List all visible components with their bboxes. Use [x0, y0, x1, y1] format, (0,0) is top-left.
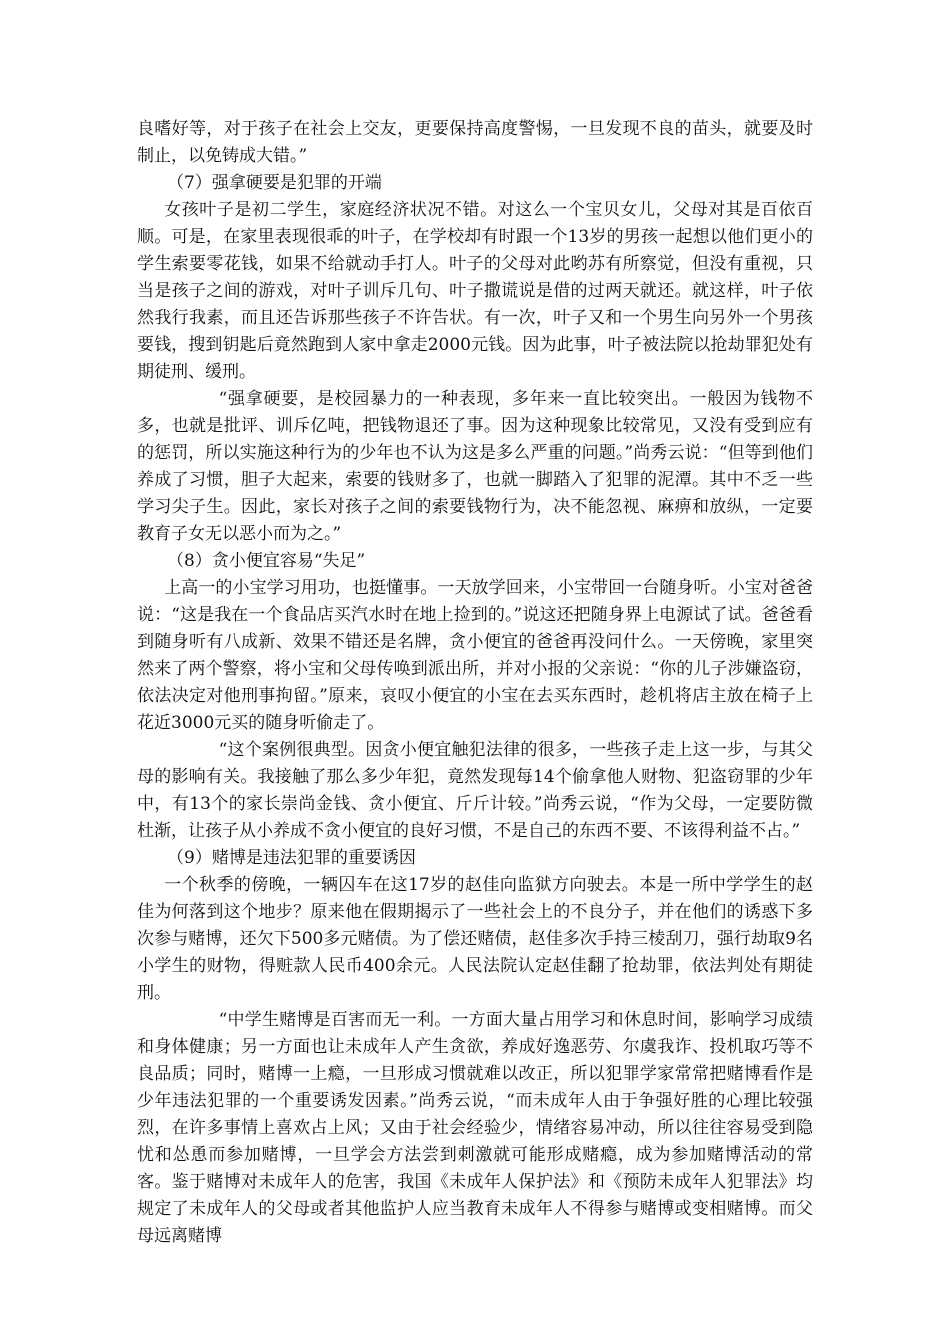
paragraph-4: 上高一的小宝学习用功，也挺懂事。一天放学回来，小宝带回一台随身听。小宝对爸爸说：“这是我在一个食品店买汽水时在地上捡到的。”说这还把随身界上电源试了试。爸爸看到随身听有八成新、效果不错还是名牌，贪小便宜的爸爸再没问什么。一天傍晚，家里突然来了两个警察，将小宝和父母传唤到派出所，并对小报的父亲说：“你的儿子涉嫌盗窃，依法决定对他刑事拘留。”原来，哀叹小便宜的小宝在去买东西时，趁机将店主放在椅子上花近3000元买的随身听偷走了。	[137, 578, 813, 733]
paragraph-3: “强拿硬要，是校园暴力的一种表现，多年来一直比较突出。一般因为钱物不多，也就是批评、训斥亿吨，把钱物退还了事。因为这种现象比较常见，又没有受到应有的惩罚，所以实施这种行为的少年也不认为这是多么严重的问题。”尚秀云说：“但等到他们养成了习惯，胆子大起来，索要的钱财多了，也就一脚踏入了犯罪的泥潭。其中不乏一些学习尖子生。因此，家长对孩子之间的索要钱物行为，决不能忽视、麻痹和放纵，一定要教育子女无以恶小而为之。”	[137, 389, 813, 544]
paragraph-2: 女孩叶子是初二学生，家庭经济状况不错。对这么一个宝贝女儿，父母对其是百依百顺。可是，在家里表现很乖的叶子，在学校却有时跟一个13岁的男孩一起想以他们更小的学生索要零花钱，如果不给就动手打人。叶子的父母对此哟苏有所察觉，但没有重视，只当是孩子之间的游戏，对叶子训斥几句、叶子撒谎说是借的过两天就还。就这样，叶子依然我行我素，而且还告诉那些孩子不许告状。有一次，叶子又和一个男生向另外一个男孩要钱，搜到钥匙后竟然跑到人家中拿走2000元钱。因为此事，叶子被法院以抢劫罪犯处有期徒刑、缓刑。	[137, 200, 813, 382]
section-heading-9: （9）赌博是违法犯罪的重要诱因	[167, 848, 416, 868]
paragraph-1: 良嗜好等，对于孩子在社会上交友，更要保持高度警惕，一旦发现不良的苗头，就要及时制止，以免铸成大错。”	[137, 119, 813, 166]
document-page	[137, 116, 813, 1250]
paragraph-6: 一个秋季的傍晚，一辆囚车在这17岁的赵佳向监狱方向驶去。本是一所中学学生的赵佳为何落到这个地步？原来他在假期揭示了一些社会上的不良分子，并在他们的诱惑下多次参与赌博，还欠下500多元赌债。为了偿还赌债，赵佳多次手持三棱刮刀，强行劫取9名小学生的财物，得赃款人民币400余元。人民法院认定赵佳翻了抢劫罪，依法判处有期徒刑。	[137, 875, 813, 1003]
section-heading-8: （8）贪小便宜容易“失足”	[167, 551, 366, 571]
section-heading-7: （7）强拿硬要是犯罪的开端	[167, 173, 382, 193]
paragraph-5: “这个案例很典型。因贪小便宜触犯法律的很多，一些孩子走上这一步，与其父母的影响有关。我接触了那么多少年犯，竟然发现每14个偷拿他人财物、犯盗窃罪的少年中，有13个的家长崇尚金钱、贪小便宜、斤斤计较。”尚秀云说，“作为父母，一定要防微杜渐，让孩子从小养成不贪小便宜的良好习惯，不是自己的东西不要、不该得利益不占。”	[137, 740, 813, 841]
paragraph-7: “中学生赌博是百害而无一利。一方面大量占用学习和休息时间，影响学习成绩和身体健康；另一方面也让未成年人产生贪欲，养成好逸恶劳、尔虞我诈、投机取巧等不良品质；同时，赌博一上瘾，一旦形成习惯就难以改正，所以犯罪学家常常把赌博看作是少年违法犯罪的一个重要诱发因素。”尚秀云说，“而未成年人由于争强好胜的心理比较强烈，在许多事情上喜欢占上风；又由于社会经验少，情绪容易冲动，所以往往容易受到隐忧和怂恿而参加赌博，一旦学会方法尝到刺激就可能形成赌瘾，成为参加赌博活动的常客。鉴于赌博对未成年人的危害，我国《未成年人保护法》和《预防未成年人犯罪法》均规定了未成年人的父母或者其他监护人应当教育未成年人不得参与赌博或变相赌博。而父母远离赌博	[137, 1010, 813, 1246]
